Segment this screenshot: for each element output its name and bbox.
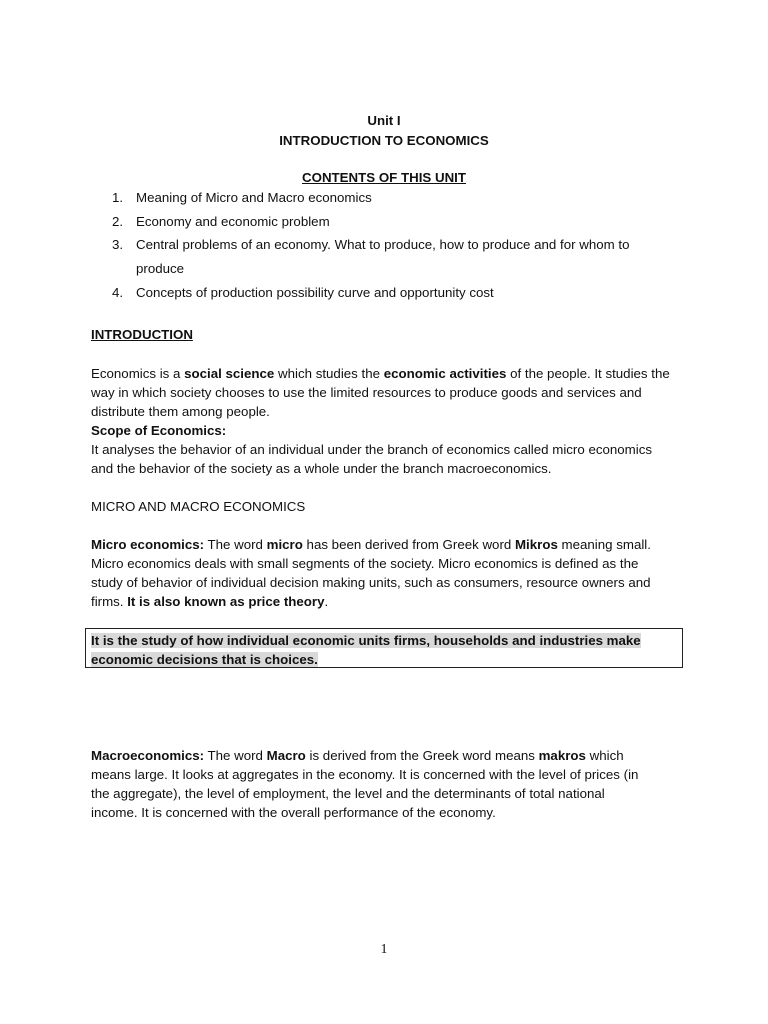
- list-number: 3.: [112, 237, 124, 252]
- micro-label: Micro economics:: [91, 537, 205, 552]
- scope-heading-text: Scope of Economics:: [91, 423, 227, 438]
- text-run: .: [324, 594, 329, 609]
- text-run: which studies the: [274, 366, 384, 381]
- list-number: 4.: [112, 285, 124, 300]
- scope-line: It analyses the behavior of an individual under the branch of economics called micro economics: [91, 442, 652, 457]
- macro-paragraph-line: the aggregate), the level of employment, the level and the determinants of total national: [91, 786, 605, 801]
- list-item: Meaning of Micro and Macro economics: [136, 190, 372, 205]
- micro-paragraph-line: [91, 592, 328, 611]
- list-number: 2.: [112, 214, 124, 229]
- list-item: Economy and economic problem: [136, 214, 330, 229]
- text-run: firms.: [91, 594, 128, 609]
- micro-paragraph-line: study of behavior of individual decision making units, such as consumers, resource owners and: [91, 575, 651, 590]
- micro-macro-heading: MICRO AND MACRO ECONOMICS: [91, 499, 306, 514]
- intro-heading-wrap: [91, 325, 193, 344]
- scope-heading: [91, 421, 226, 440]
- contents-heading: CONTENTS OF THIS UNIT: [302, 170, 466, 185]
- list-number: 1.: [112, 190, 124, 205]
- text-run-bold: micro: [266, 537, 303, 552]
- text-run: which: [585, 748, 624, 763]
- list-item: Concepts of production possibility curve and opportunity cost: [136, 285, 494, 300]
- text-run: meaning small.: [557, 537, 651, 552]
- list-item: Central problems of an economy. What to produce, how to produce and for whom to: [136, 237, 630, 252]
- text-run: has been derived from Greek word: [302, 537, 515, 552]
- text-run-bold: makros: [538, 748, 586, 763]
- text-run-bold: social science: [184, 366, 275, 381]
- macro-paragraph-line: income. It is concerned with the overall performance of the economy.: [91, 805, 496, 820]
- highlight-line: [91, 631, 641, 650]
- text-run: is derived from the Greek word means: [305, 748, 539, 763]
- micro-paragraph-line: Micro economics deals with small segments of the society. Micro economics is defined as the: [91, 556, 639, 571]
- highlight-line: [91, 650, 318, 669]
- highlighted-text: It is the study of how individual economic units firms, households and industries make: [91, 633, 641, 648]
- text-run: Economics is a: [91, 366, 185, 381]
- unit-title: INTRODUCTION TO ECONOMICS: [279, 133, 489, 148]
- contents-heading-wrap: [0, 170, 768, 185]
- text-run-bold: Mikros: [514, 537, 558, 552]
- micro-paragraph-line: [91, 535, 651, 554]
- intro-paragraph-line: way in which society chooses to use the limited resources to produce goods and services and: [91, 385, 642, 400]
- intro-paragraph-line: distribute them among people.: [91, 404, 270, 419]
- text-run-bold: It is also known as price theory: [127, 594, 325, 609]
- unit-label: Unit I: [367, 113, 401, 128]
- scope-line: and the behavior of the society as a whole under the branch macroeconomics.: [91, 461, 552, 476]
- list-item-continuation: produce: [136, 261, 185, 276]
- macro-label: Macroeconomics:: [91, 748, 205, 763]
- text-run-bold: Macro: [266, 748, 306, 763]
- text-run: of the people. It studies the: [506, 366, 670, 381]
- macro-paragraph-line: [91, 746, 624, 765]
- text-run: The word: [204, 748, 267, 763]
- text-run: The word: [204, 537, 267, 552]
- intro-heading: INTRODUCTION: [91, 327, 193, 342]
- macro-paragraph-line: means large. It looks at aggregates in the economy. It is concerned with the level of prices (in: [91, 767, 639, 782]
- highlighted-text: economic decisions that is choices.: [91, 652, 318, 667]
- intro-paragraph-line: [91, 364, 670, 383]
- page-number: 1: [380, 942, 388, 957]
- text-run-bold: economic activities: [383, 366, 507, 381]
